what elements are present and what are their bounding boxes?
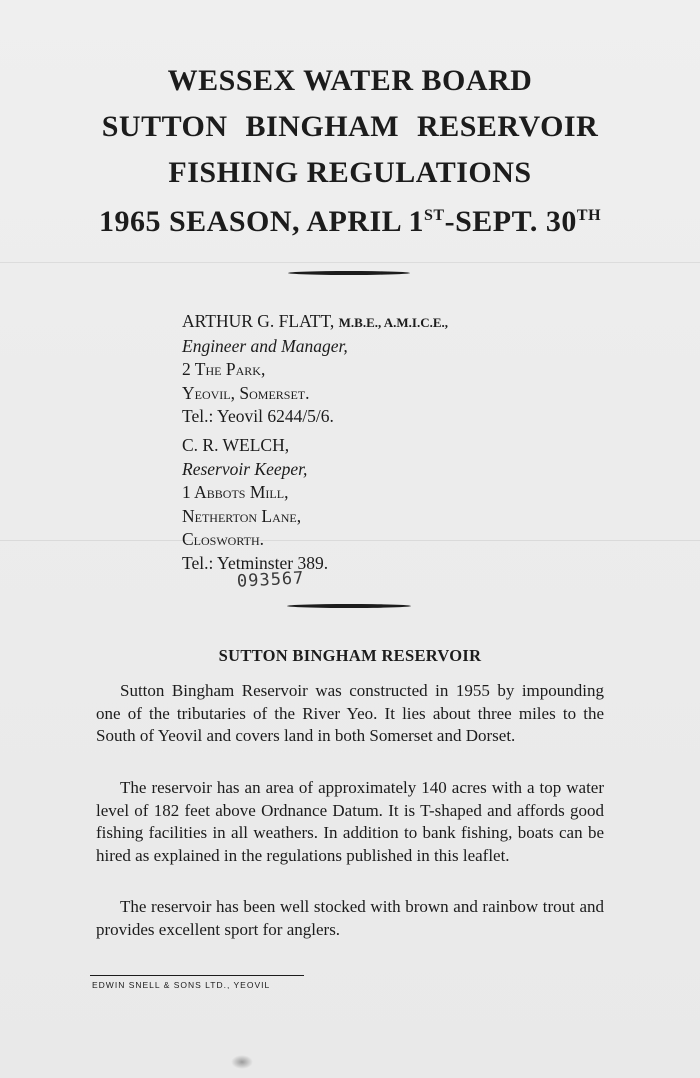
divider-rule — [287, 604, 411, 608]
title-block — [0, 58, 700, 248]
engineer-qualifications: M.B.E., A.M.I.C.E., — [338, 315, 449, 330]
ink-smudge — [231, 1055, 253, 1069]
printer-imprint: EDWIN SNELL & SONS LTD., YEOVIL — [92, 980, 271, 990]
keeper-role: Reservoir Keeper, — [182, 458, 308, 479]
paragraph-1: Sutton Bingham Reservoir was constructed in 1955 by impounding one of the tributaries of the River Yeo. It lies about three miles to the South of Yeovil and covers land in both Somerset and Dorset. — [96, 681, 604, 746]
season-start: 1965 SEASON, APRIL 1 — [98, 205, 425, 238]
engineer-name: ARTHUR G. FLATT, — [182, 311, 335, 331]
keeper-name: C. R. WELCH, — [182, 435, 290, 455]
fold-crease — [0, 262, 700, 263]
title-line-2: SUTTON BINGHAM RESERVOIR — [101, 110, 599, 143]
title-line-1: WESSEX WATER BOARD — [167, 64, 533, 97]
keeper-address-1: 1 Abbots Mill, — [182, 482, 289, 502]
paragraph-3: The reservoir has been well stocked with brown and rainbow trout and provides excellent sport for anglers. — [96, 897, 604, 939]
season-dates — [0, 196, 700, 248]
engineer-contact — [182, 310, 602, 429]
season-start-suffix: ST — [424, 207, 445, 224]
handwritten-number: 093567 — [236, 568, 305, 592]
engineer-name-line — [182, 310, 602, 335]
keeper-contact — [182, 434, 602, 575]
engineer-address-2: Yeovil, Somerset. — [182, 382, 310, 403]
engineer-address-1: 2 The Park, — [182, 359, 266, 379]
footer-rule — [90, 975, 304, 976]
engineer-telephone: Tel.: Yeovil 6244/5/6. — [182, 406, 334, 426]
season-end-suffix: TH — [576, 207, 602, 224]
title-line-3: FISHING REGULATIONS — [168, 156, 532, 189]
engineer-role: Engineer and Manager, — [182, 335, 348, 356]
keeper-address-3: Closworth. — [182, 529, 264, 549]
keeper-telephone: Tel.: Yetminster 389. — [182, 552, 329, 573]
keeper-address-2: Netherton Lane, — [182, 505, 302, 526]
season-end: -SEPT. 30 — [444, 205, 577, 238]
paragraph-2: The reservoir has an area of approximately 140 acres with a top water level of 182 feet above Ordnance Datum. It is T-shaped and affords good fishing facilities in all weathers. In addition to bank fishing, boats can be hired as explained in the regulations published in this leaflet. — [96, 778, 604, 865]
divider-rule — [288, 271, 410, 275]
section-heading: SUTTON BINGHAM RESERVOIR — [218, 646, 482, 665]
